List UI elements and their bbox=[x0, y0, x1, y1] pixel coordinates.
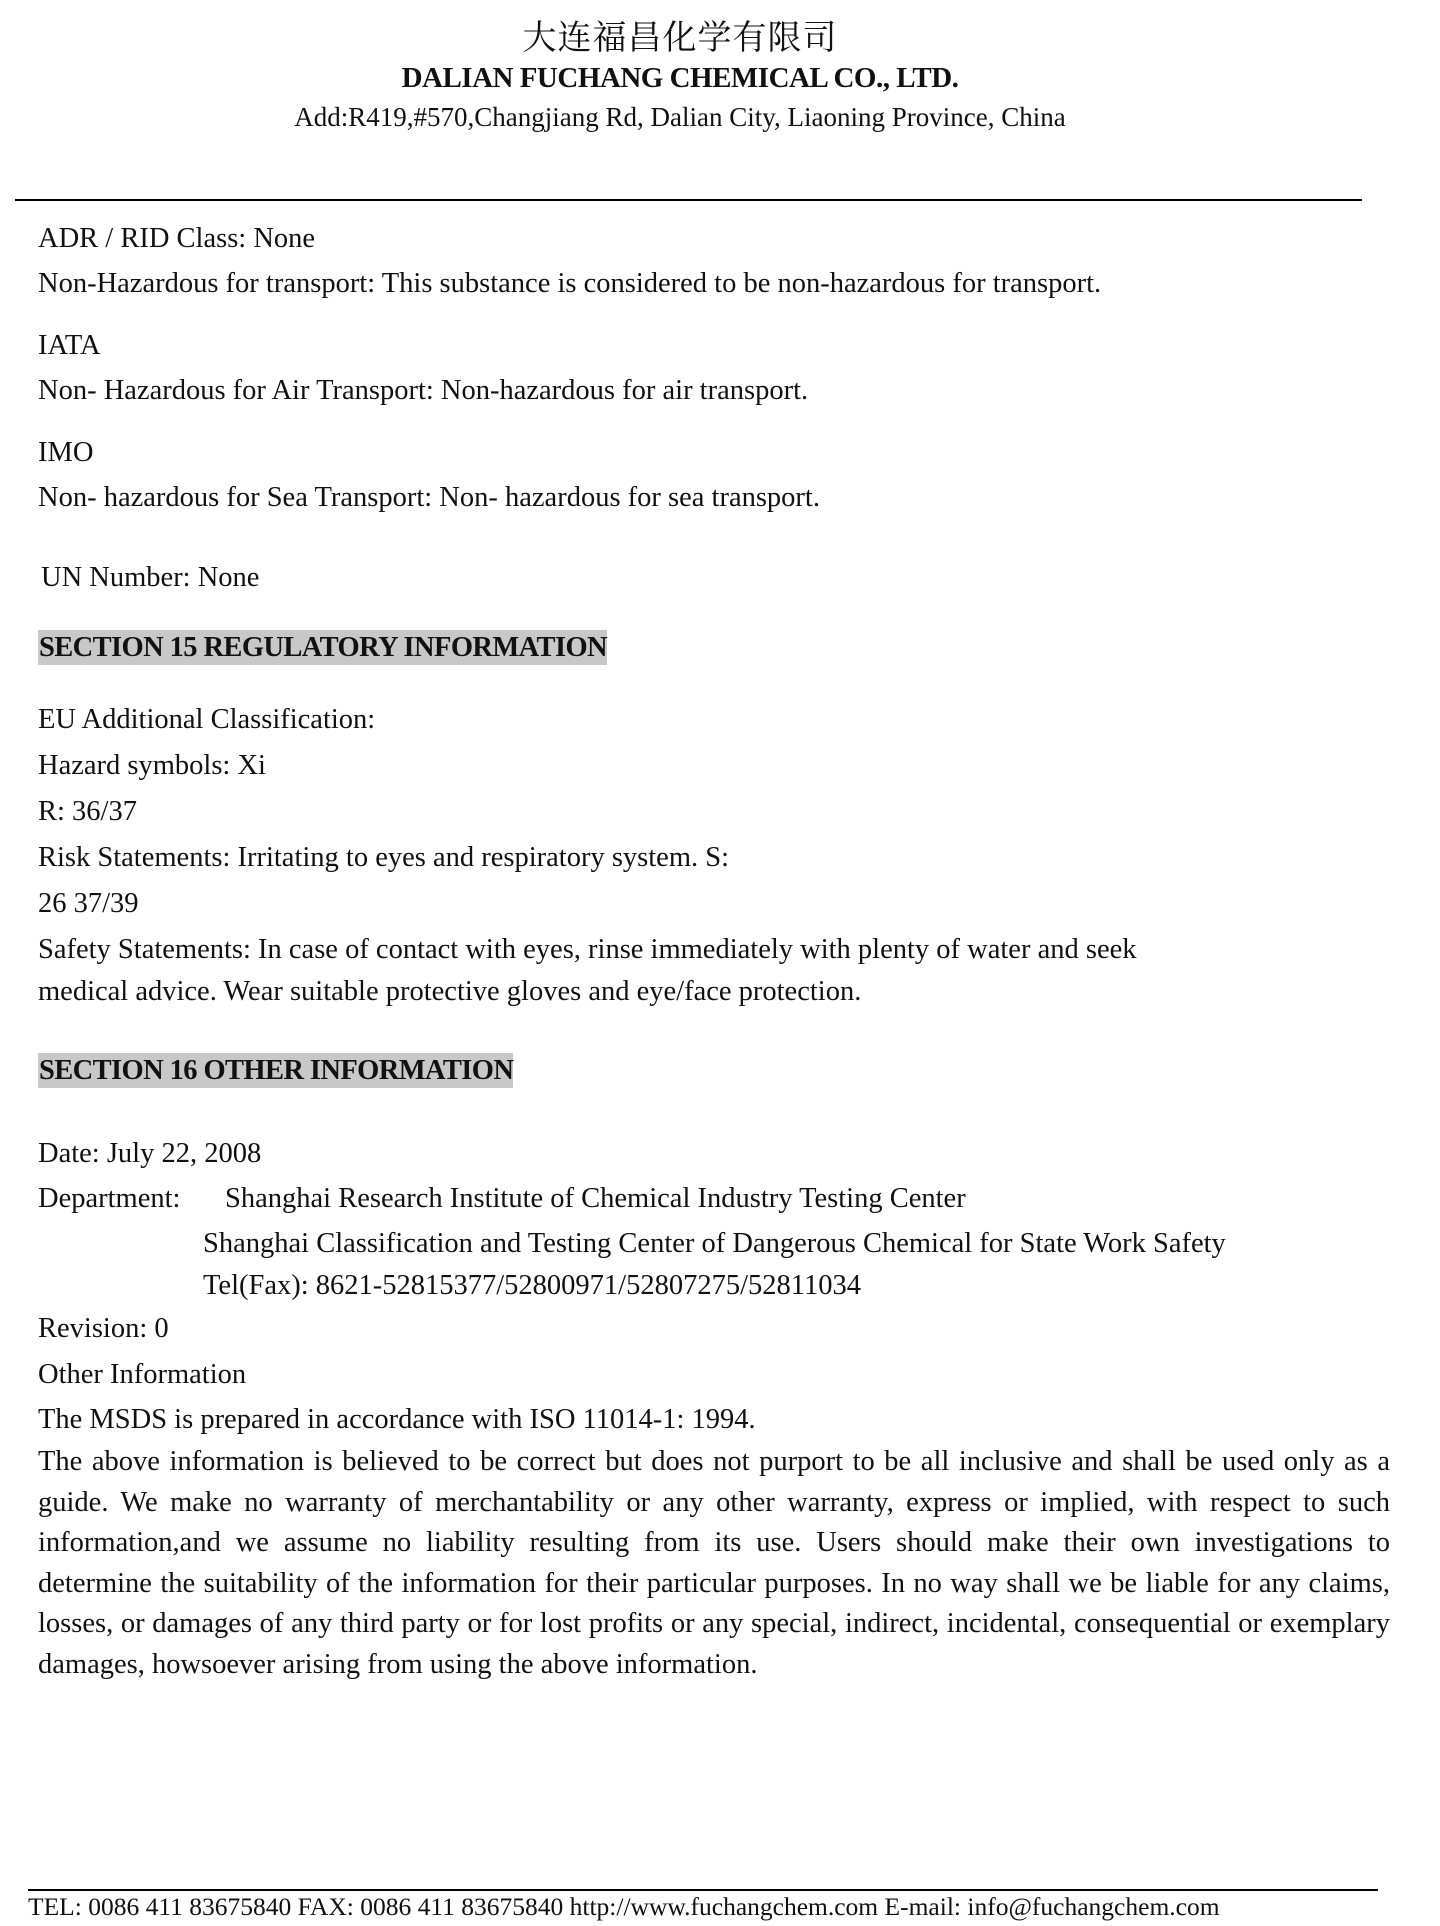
imo-transport-note: Non- hazardous for Sea Transport: Non- hazardous for sea transport. bbox=[38, 482, 820, 513]
section-15-line: medical advice. Wear suitable protective gloves and eye/face protection. bbox=[38, 976, 862, 1007]
section-15-line: Risk Statements: Irritating to eyes and respiratory system. S: bbox=[38, 842, 730, 873]
section-15-line: Hazard symbols: Xi bbox=[38, 750, 266, 781]
section-15-line: 26 37/39 bbox=[38, 888, 139, 919]
disclaimer-paragraph: The above information is believed to be correct but does not purport to be all inclusive and shall be used only as a guide. We make no warranty of merchantability or any other warranty, express or implied, with respect to such information,and we assume no liability resulting from its use. Users should make their own investigations to determine the suitability of the information for their particular purposes. In no way shall we be liable for any claims, losses, or damages of any third party or for lost profits or any special, indirect, incidental, consequential or exemplary damages, howsoever arising from using the above information. bbox=[38, 1446, 1390, 1680]
section-15-heading: SECTION 15 REGULATORY INFORMATION bbox=[39, 632, 607, 663]
department-label: Department: bbox=[38, 1183, 181, 1214]
adr-transport-note: Non-Hazardous for transport: This substance is considered to be non-hazardous for transport. bbox=[38, 268, 1102, 299]
iso-statement: The MSDS is prepared in accordance with ISO 11014-1: 1994. bbox=[38, 1404, 756, 1435]
un-number: UN Number: None bbox=[41, 562, 260, 593]
department-line: Shanghai Classification and Testing Center of Dangerous Chemical for State Work Safety bbox=[203, 1228, 1226, 1259]
company-address: Add:R419,#570,Changjiang Rd, Dalian City, Liaoning Province, China bbox=[294, 102, 1066, 132]
imo-title: IMO bbox=[38, 437, 94, 468]
iata-transport-note: Non- Hazardous for Air Transport: Non-hazardous for air transport. bbox=[38, 375, 809, 406]
revision-date: Date: July 22, 2008 bbox=[38, 1138, 262, 1169]
section-15-line: EU Additional Classification: bbox=[38, 704, 376, 735]
department-line: Tel(Fax): 8621-52815377/52800971/52807275/52811034 bbox=[203, 1270, 861, 1301]
section-15-line: Safety Statements: In case of contact with eyes, rinse immediately with plenty of water and seek bbox=[38, 934, 1137, 965]
company-name-chinese: 大连福昌化学有限司 bbox=[522, 18, 838, 58]
header-divider bbox=[15, 199, 1362, 201]
department-line: Shanghai Research Institute of Chemical Industry Testing Center bbox=[225, 1183, 966, 1214]
other-information-title: Other Information bbox=[38, 1359, 247, 1390]
section-16-heading: SECTION 16 OTHER INFORMATION bbox=[39, 1055, 514, 1086]
footer-divider bbox=[28, 1889, 1378, 1891]
footer-contacts: TEL: 0086 411 83675840 FAX: 0086 411 83675840 http://www.fuchangchem.com E-mail: info@fuchangchem.com bbox=[28, 1892, 1220, 1921]
adr-rid-class: ADR / RID Class: None bbox=[38, 223, 316, 254]
iata-title: IATA bbox=[38, 330, 101, 361]
company-name-english: DALIAN FUCHANG CHEMICAL CO., LTD. bbox=[401, 62, 959, 94]
section-15-line: R: 36/37 bbox=[38, 796, 137, 827]
revision-number: Revision: 0 bbox=[38, 1313, 169, 1344]
